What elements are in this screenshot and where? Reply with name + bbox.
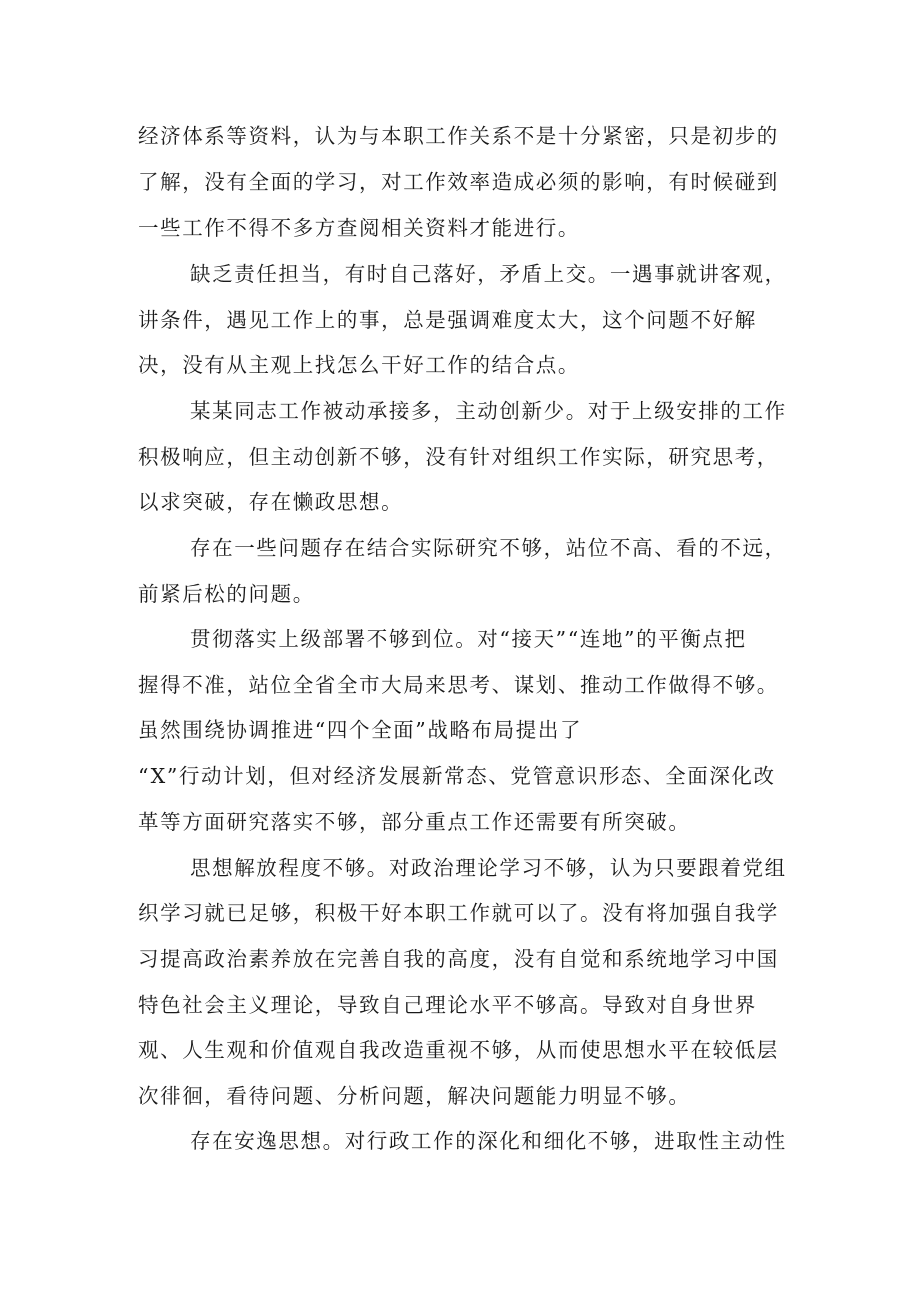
paragraph-first-line: 缺乏责任担当，有时自己落好，矛盾上交。一遇事就讲客观， bbox=[190, 262, 787, 286]
paragraph-first-line: 某某同志工作被动承接多，主动创新少。对于上级安排的工作 bbox=[190, 399, 787, 423]
text-line: 讲条件，遇见工作上的事，总是强调难度太大，这个问题不好解 bbox=[138, 308, 757, 332]
text-line: 积极响应，但主动创新不够，没有针对组织工作实际，研究思考， bbox=[138, 445, 779, 469]
paragraph-first-line: 存在安逸思想。对行政工作的深化和细化不够，进取性主动性 bbox=[190, 1129, 787, 1153]
paragraph-first-line: 贯彻落实上级部署不够到位。对“接天”“连地”的平衡点把 bbox=[190, 627, 747, 651]
text-line: 握得不准，站位全省全市大局来思考、谋划、推动工作做得不够。 bbox=[138, 673, 779, 697]
text-line: 经济体系等资料，认为与本职工作关系不是十分紧密，只是初步的 bbox=[138, 124, 779, 148]
text-line: 以求突破，存在懒政思想。 bbox=[138, 490, 404, 514]
text-line: 观、人生观和价值观自我改造重视不够，从而使思想水平在较低层 bbox=[138, 1038, 779, 1062]
text-line: 革等方面研究落实不够，部分重点工作还需要有所突破。 bbox=[138, 810, 691, 834]
text-line: 虽然围绕协调推进“四个全面”战略布局提出了 bbox=[138, 718, 583, 742]
text-line: 织学习就已足够，积极干好本职工作就可以了。没有将加强自我学 bbox=[138, 901, 779, 925]
text-line: 特色社会主义理论，导致自己理论水平不够高。导致对自身世界 bbox=[138, 993, 757, 1017]
text-line: 决，没有从主观上找怎么干好工作的结合点。 bbox=[138, 353, 580, 377]
text-line: 一些工作不得不多方查阅相关资料才能进行。 bbox=[138, 216, 580, 240]
text-line: 了解，没有全面的学习，对工作效率造成必须的影响，有时候碰到 bbox=[138, 170, 779, 194]
text-line: 习提高政治素养放在完善自我的高度，没有自觉和系统地学习中国 bbox=[138, 947, 779, 971]
paragraph-first-line: 思想解放程度不够。对政治理论学习不够，认为只要跟着党组 bbox=[190, 856, 787, 880]
paragraph-first-line: 存在一些问题存在结合实际研究不够，站位不高、看的不远， bbox=[190, 536, 787, 560]
text-line: 前紧后松的问题。 bbox=[138, 582, 315, 606]
text-line: 次徘徊，看待问题、分析问题，解决问题能力明显不够。 bbox=[138, 1084, 691, 1108]
text-line: “X”行动计划，但对经济发展新常态、党管意识形态、全面深化改 bbox=[138, 764, 776, 788]
